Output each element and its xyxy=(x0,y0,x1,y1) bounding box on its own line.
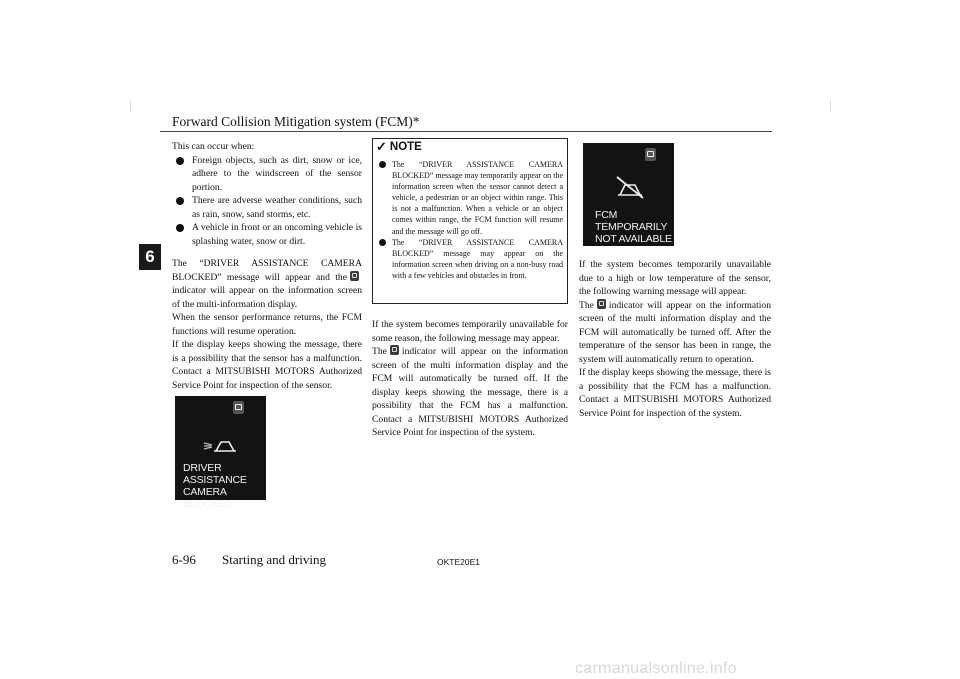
header-rule xyxy=(160,131,772,132)
bullet-icon xyxy=(176,224,184,232)
list-item xyxy=(172,221,362,248)
conditions-list xyxy=(172,154,362,249)
list-item xyxy=(378,159,563,237)
list-item-text: Foreign objects, such as dirt, snow or ice, adhere to the windscreen of the sensor portion. xyxy=(192,154,362,193)
fcm-indicator-icon xyxy=(645,148,656,161)
note-body xyxy=(378,159,563,281)
list-item-text: A vehicle in front or an oncoming vehicle is splashing water, snow or dirt. xyxy=(192,222,362,247)
unavailable-paragraph: If the system becomes temporarily unavailable for some reason, the following message may appear. xyxy=(372,319,568,344)
fcm-off-icon xyxy=(613,175,647,199)
fcm-indicator-icon xyxy=(597,299,606,309)
watermark: carmanualsonline.info xyxy=(575,660,737,677)
temporarily-unavailable-display xyxy=(583,143,674,246)
document-code: OKTE20E1 xyxy=(437,557,480,567)
bullet-icon xyxy=(176,197,184,205)
camera-blocked-display xyxy=(175,396,266,510)
paragraph-text: indicator will appear on the information screen of the multi-information display. xyxy=(172,285,362,310)
indicator-paragraph xyxy=(579,299,771,367)
bullet-icon xyxy=(379,161,386,168)
resume-paragraph: When the sensor performance returns, the FCM functions will resume operation. xyxy=(172,312,362,337)
page-number: 6-96 xyxy=(172,552,196,567)
footer-section-title: Starting and driving xyxy=(222,552,326,567)
crop-mark xyxy=(130,100,131,112)
paragraph-text: The xyxy=(372,346,387,357)
list-item xyxy=(172,154,362,195)
paragraph-text: The “DRIVER ASSISTANCE CAMERA BLOCKED” message will appear and the xyxy=(172,258,362,283)
malfunction-paragraph: If the display keeps showing the message, there is a possibility that the FCM has a malfunction. Contact a MITSUBISHI MOTORS Authorized Service Point for inspection of the system. xyxy=(579,367,771,419)
list-item-text: There are adverse weather conditions, such as rain, snow, sand storms, etc. xyxy=(192,195,362,220)
left-column xyxy=(172,140,362,392)
fcm-indicator-icon xyxy=(350,271,359,281)
fcm-indicator-icon xyxy=(233,401,244,414)
temperature-paragraph: If the system becomes temporarily unavailable due to a high or low temperature of the sensor, the following warning message will appear. xyxy=(579,259,771,297)
malfunction-paragraph: If the display keeps showing the message, there is a possibility that the sensor has a malfunction. Contact a MITSUBISHI MOTORS Authorized Service Point for inspection of the sensor. xyxy=(172,339,362,391)
camera-blocked-icon xyxy=(203,434,239,456)
display-message-line: NOT AVAILABLE xyxy=(595,233,672,245)
paragraph-text: indicator will appear on the information screen of the multi information display and the FCM will automatically be turned off. After the temperature of the sensor has been in range, the system will automatically return to operation. xyxy=(579,299,771,365)
crop-mark xyxy=(830,100,831,112)
display-message-line: FCM TEMPORARILY xyxy=(595,209,668,233)
header-title: Forward Collision Mitigation system (FCM)* xyxy=(172,114,420,129)
display-message-line: CAMERA BLOCKED xyxy=(183,486,232,510)
middle-column xyxy=(372,318,568,440)
bullet-icon xyxy=(379,239,386,246)
indicator-paragraph xyxy=(372,345,568,440)
fcm-indicator-icon xyxy=(390,345,399,355)
list-item xyxy=(378,237,563,281)
paragraph-text: indicator will appear on the information screen of the multi information display and the FCM will automatically be turned off. If the display keeps showing the message, there is a possibility that the FCM has a malfunction. Contact a MITSUBISHI MOTORS Authorized Service Point for inspection of the system. xyxy=(372,346,568,438)
camera-blocked-paragraph xyxy=(172,257,362,311)
display-message-line: DRIVER ASSISTANCE xyxy=(183,462,247,486)
note-heading xyxy=(372,138,422,156)
chapter-tab: 6 xyxy=(139,244,161,270)
list-item-text: The “DRIVER ASSISTANCE CAMERA BLOCKED” message may temporarily appear on the information screen when the sensor cannot detect a vehicle, a pedestrian or an object within range. This is not a malfunction. When a vehicle or an object comes within range, the FCM function will resume and the message will go off. xyxy=(392,160,563,236)
paragraph-text: The xyxy=(579,299,594,311)
bullet-icon xyxy=(176,157,184,165)
list-item xyxy=(172,194,362,221)
check-icon: ✓ xyxy=(376,139,387,154)
right-column xyxy=(579,258,771,420)
note-heading-text: NOTE xyxy=(389,141,422,153)
intro-text: This can occur when: xyxy=(172,141,255,152)
list-item-text: The “DRIVER ASSISTANCE CAMERA BLOCKED” message may appear on the information screen when driving on a non-busy road with a few vehicles and obstacles in front. xyxy=(392,237,563,280)
